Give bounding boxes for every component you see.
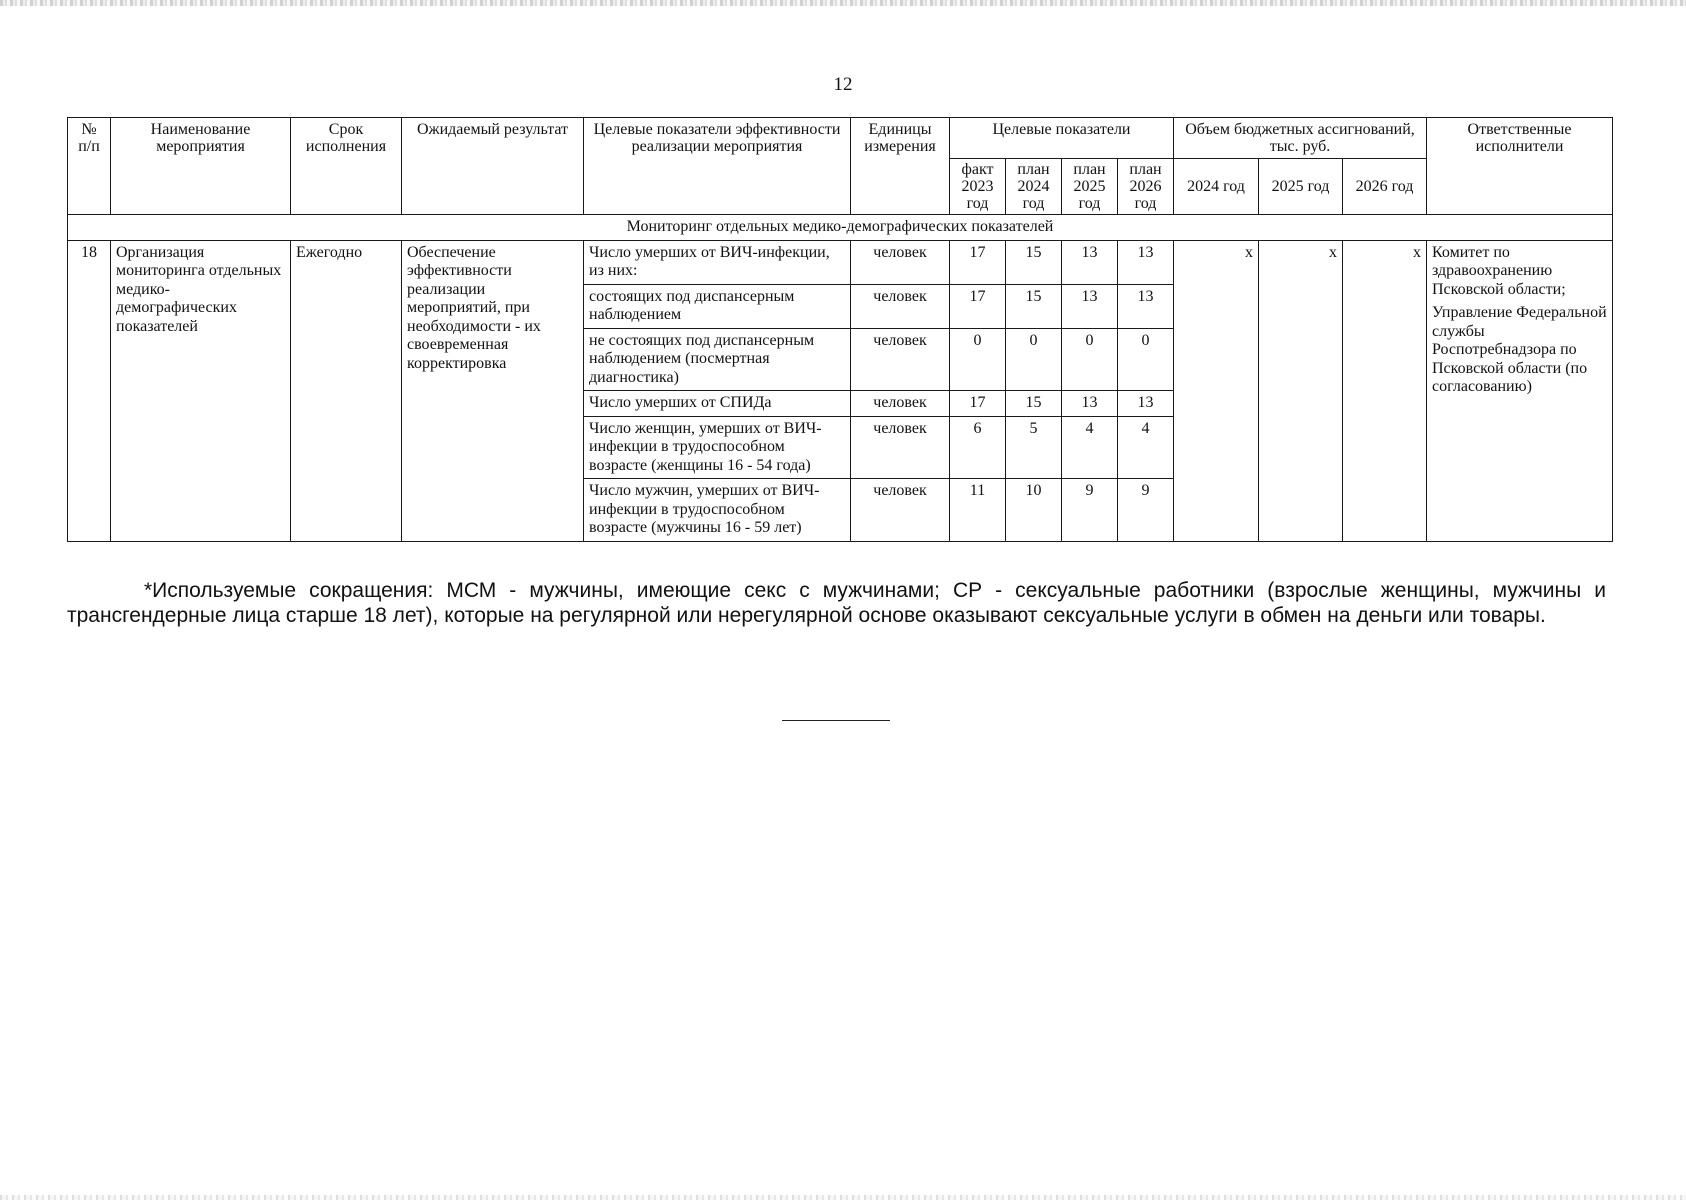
item-name: Организация мониторинга отдельных медико-демографических показателей	[111, 240, 291, 541]
unit-cell: человек	[851, 416, 950, 479]
table-row	[68, 240, 1613, 284]
header-targets-group: Целевые показатели	[950, 118, 1174, 159]
header-target-year: план 2024 год	[1006, 159, 1062, 215]
header-row-1	[68, 118, 1613, 159]
budget-cell-2024: х	[1174, 240, 1259, 541]
indicator-cell: Число мужчин, умерших от ВИЧ-инфекции в трудоспособном возрасте (мужчины 16 - 59 лет)	[584, 479, 851, 542]
unit-cell: человек	[851, 391, 950, 417]
unit-cell: человек	[851, 328, 950, 391]
value-cell: 0	[1118, 328, 1174, 391]
indicator-cell: не состоящих под диспансерным наблюдением (посмертная диагностика)	[584, 328, 851, 391]
header-target-year: факт 2023 год	[950, 159, 1006, 215]
value-cell: 17	[950, 240, 1006, 284]
value-cell: 5	[1006, 416, 1062, 479]
value-cell: 15	[1006, 391, 1062, 417]
header-units: Единицы измерения	[851, 118, 950, 215]
unit-cell: человек	[851, 240, 950, 284]
value-cell: 13	[1118, 391, 1174, 417]
section-row	[68, 215, 1613, 241]
unit-cell: человек	[851, 479, 950, 542]
value-cell: 15	[1006, 284, 1062, 328]
header-indicators: Целевые показатели эффективности реализации мероприятия	[584, 118, 851, 215]
header-budget-year: 2025 год	[1259, 159, 1343, 215]
value-cell: 9	[1062, 479, 1118, 542]
value-cell: 13	[1062, 240, 1118, 284]
unit-cell: человек	[851, 284, 950, 328]
item-deadline: Ежегодно	[291, 240, 402, 541]
value-cell: 11	[950, 479, 1006, 542]
item-number: 18	[68, 240, 111, 541]
value-cell: 13	[1118, 240, 1174, 284]
value-cell: 6	[950, 416, 1006, 479]
page-number: 12	[833, 74, 853, 95]
header-target-year: план 2026 год	[1118, 159, 1174, 215]
value-cell: 15	[1006, 240, 1062, 284]
item-expected-result: Обеспечение эффективности реализации мероприятий, при необходимости - их своевременная корректировка	[402, 240, 584, 541]
value-cell: 9	[1118, 479, 1174, 542]
value-cell: 0	[1062, 328, 1118, 391]
header-target-year: план 2025 год	[1062, 159, 1118, 215]
indicator-cell: Число умерших от ВИЧ-инфекции, из них:	[584, 240, 851, 284]
responsible-entry: Комитет по здравоохранению Псковской области;	[1432, 243, 1566, 298]
value-cell: 13	[1118, 284, 1174, 328]
header-name: Наименование мероприятия	[111, 118, 291, 215]
value-cell: 13	[1062, 391, 1118, 417]
value-cell: 0	[1006, 328, 1062, 391]
header-deadline: Срок исполнения	[291, 118, 402, 215]
value-cell: 17	[950, 284, 1006, 328]
header-num: № п/п	[68, 118, 111, 215]
value-cell: 13	[1062, 284, 1118, 328]
scan-artifact-bottom	[0, 1195, 1686, 1200]
activity-table	[67, 117, 1613, 542]
budget-cell-2026: х	[1343, 240, 1427, 541]
scan-artifact-top	[0, 0, 1686, 6]
responsible-entry: Управление Федеральной службы Роспотребнадзора по Псковской области (по согласованию)	[1432, 304, 1607, 395]
indicator-cell: Число женщин, умерших от ВИЧ-инфекции в трудоспособном возрасте (женщины 16 - 54 года)	[584, 416, 851, 479]
header-expected-result: Ожидаемый результат	[402, 118, 584, 215]
indicator-cell: Число умерших от СПИДа	[584, 391, 851, 417]
value-cell: 0	[950, 328, 1006, 391]
section-title: Мониторинг отдельных медико-демографических показателей	[68, 215, 1613, 241]
value-cell: 4	[1118, 416, 1174, 479]
value-cell: 4	[1062, 416, 1118, 479]
value-cell: 17	[950, 391, 1006, 417]
header-responsible: Ответственные исполнители	[1427, 118, 1613, 215]
header-budget-group: Объем бюджетных ассигнований, тыс. руб.	[1174, 118, 1427, 159]
abbreviations-footnote: *Используемые сокращения: МСМ - мужчины, имеющие секс с мужчинами; СР - сексуальные работники (взрослые женщины, мужчины и трансгендерные лица старше 18 лет), которые на регулярной или нерегулярной основе оказывают сексуальные услуги в обмен на деньги или товары.	[67, 579, 1606, 627]
responsible-cell	[1427, 240, 1613, 541]
header-budget-year: 2026 год	[1343, 159, 1427, 215]
indicator-cell: состоящих под диспансерным наблюдением	[584, 284, 851, 328]
end-of-document-rule	[782, 720, 890, 721]
header-budget-year: 2024 год	[1174, 159, 1259, 215]
value-cell: 10	[1006, 479, 1062, 542]
budget-cell-2025: х	[1259, 240, 1343, 541]
